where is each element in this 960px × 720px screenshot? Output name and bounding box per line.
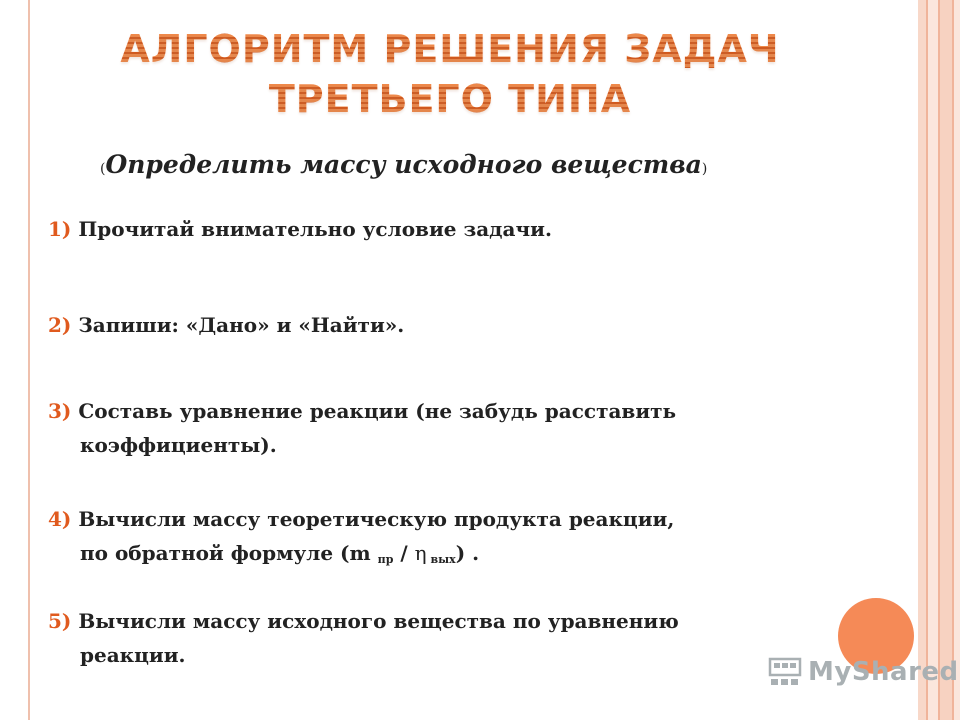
watermark-logo xyxy=(768,654,959,690)
formula-subscript-pr: пр xyxy=(377,553,394,566)
step-number: 3) xyxy=(48,399,72,423)
step-number: 5) xyxy=(48,609,72,633)
step-text: Вычисли массу теоретическую продукта реакции, xyxy=(71,507,675,531)
step-4 xyxy=(48,502,828,577)
step-text: Составь уравнение реакции (не забудь расставить xyxy=(71,399,677,423)
frame-stripes-right xyxy=(918,0,960,720)
step-text-continued xyxy=(48,536,828,577)
step-text: Запиши: «Дано» и «Найти». xyxy=(71,313,405,337)
step-2 xyxy=(48,308,828,342)
subtitle-text: Определить массу исходного вещества xyxy=(105,150,702,179)
formula-suffix: ) . xyxy=(455,541,480,565)
slide-subtitle xyxy=(100,150,800,179)
classroom-icon xyxy=(768,657,802,687)
step-text: Прочитай внимательно условие задачи. xyxy=(71,217,552,241)
formula-eta: η xyxy=(414,541,427,565)
step-3 xyxy=(48,394,828,462)
formula-subscript-vyh: вых xyxy=(426,553,456,566)
subtitle-open-paren: ( xyxy=(100,161,106,177)
step-text-continued: реакции. xyxy=(80,643,186,667)
step-number: 4) xyxy=(48,507,72,531)
watermark-text: MyShared xyxy=(808,657,959,687)
title-line-1: АЛГОРИТМ РЕШЕНИЯ ЗАДАЧ xyxy=(120,27,780,71)
slide-title xyxy=(60,24,840,124)
formula-prefix: по обратной формуле (m xyxy=(80,541,378,565)
step-5 xyxy=(48,604,828,672)
step-number: 2) xyxy=(48,313,72,337)
formula-divide: / xyxy=(393,541,415,565)
frame-line-left xyxy=(28,0,30,720)
title-line-2: ТРЕТЬЕГО ТИПА xyxy=(268,77,632,121)
step-1 xyxy=(48,212,828,246)
step-number: 1) xyxy=(48,217,72,241)
step-text: Вычисли массу исходного вещества по уравнению xyxy=(71,609,679,633)
step-text-continued: коэффициенты). xyxy=(80,433,277,457)
subtitle-close-paren: ) xyxy=(701,161,708,177)
